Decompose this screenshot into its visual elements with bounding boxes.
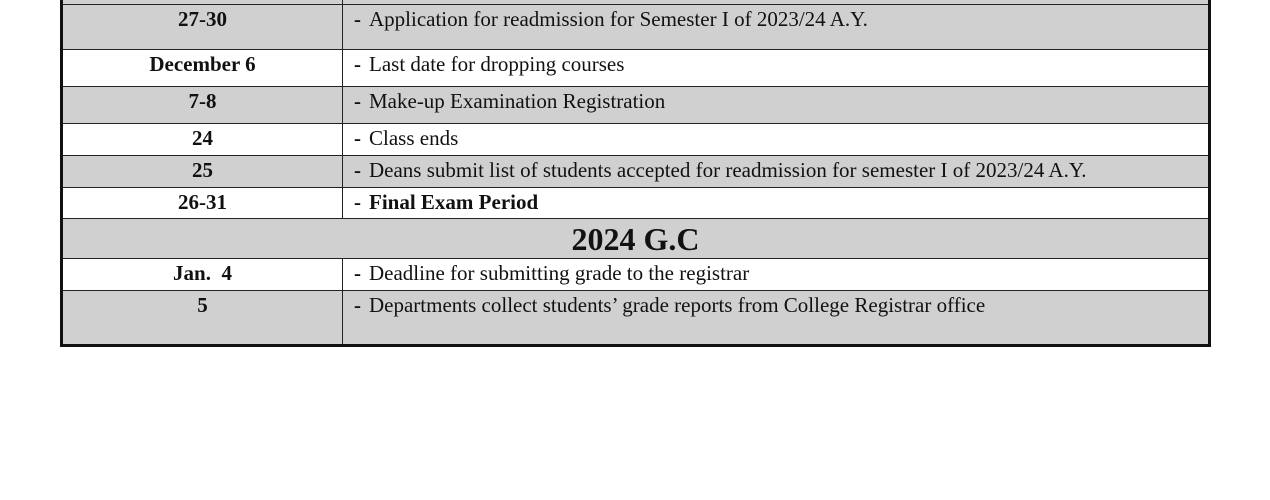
event-text: Final Exam Period xyxy=(369,190,539,214)
dash-marker: - xyxy=(354,52,361,76)
dash-marker: - xyxy=(354,261,361,285)
event-text: Application for readmission for Semester I of 2023/24 A.Y. xyxy=(369,7,868,31)
date-cell: 25 xyxy=(63,156,343,187)
event-text: Make-up Examination Registration xyxy=(369,89,666,113)
event-text: Deadline for submitting grade to the registrar xyxy=(369,261,750,285)
event-text: Departments collect students’ grade reports from College Registrar office xyxy=(369,293,986,317)
event-cell xyxy=(343,156,1208,187)
table-row xyxy=(63,156,1208,188)
academic-calendar-table xyxy=(60,0,1211,347)
event-text: Class ends xyxy=(369,126,459,150)
dash-marker: - xyxy=(354,293,361,317)
table-row xyxy=(63,50,1208,87)
year-heading: 2024 G.C xyxy=(571,220,700,257)
event-cell xyxy=(343,291,1208,344)
event-cell xyxy=(343,124,1208,155)
date-cell: 24 xyxy=(63,124,343,155)
event-cell xyxy=(343,87,1208,123)
event-text: Last date for dropping courses xyxy=(369,52,625,76)
event-cell xyxy=(343,5,1208,49)
date-cell: 27-30 xyxy=(63,5,343,49)
event-cell xyxy=(343,188,1208,218)
table-row xyxy=(63,291,1208,344)
date-cell: 26-31 xyxy=(63,188,343,218)
dash-marker: - xyxy=(354,89,361,113)
event-text: Deans submit list of students accepted for readmission for semester I of 2023/24 A.Y. xyxy=(369,158,1087,182)
date-cell: 7-8 xyxy=(63,87,343,123)
table-row xyxy=(63,5,1208,50)
table-row xyxy=(63,87,1208,124)
date-cell: Jan. 4 xyxy=(63,259,343,290)
event-cell xyxy=(343,259,1208,290)
dash-marker: - xyxy=(354,126,361,150)
table-row xyxy=(63,124,1208,156)
year-heading-row xyxy=(63,219,1208,259)
date-cell: December 6 xyxy=(63,50,343,86)
dash-marker: - xyxy=(354,158,361,182)
event-cell xyxy=(343,50,1208,86)
dash-marker: - xyxy=(354,190,361,214)
date-cell: 5 xyxy=(63,291,343,344)
table-row xyxy=(63,259,1208,291)
table-row xyxy=(63,188,1208,219)
dash-marker: - xyxy=(354,7,361,31)
